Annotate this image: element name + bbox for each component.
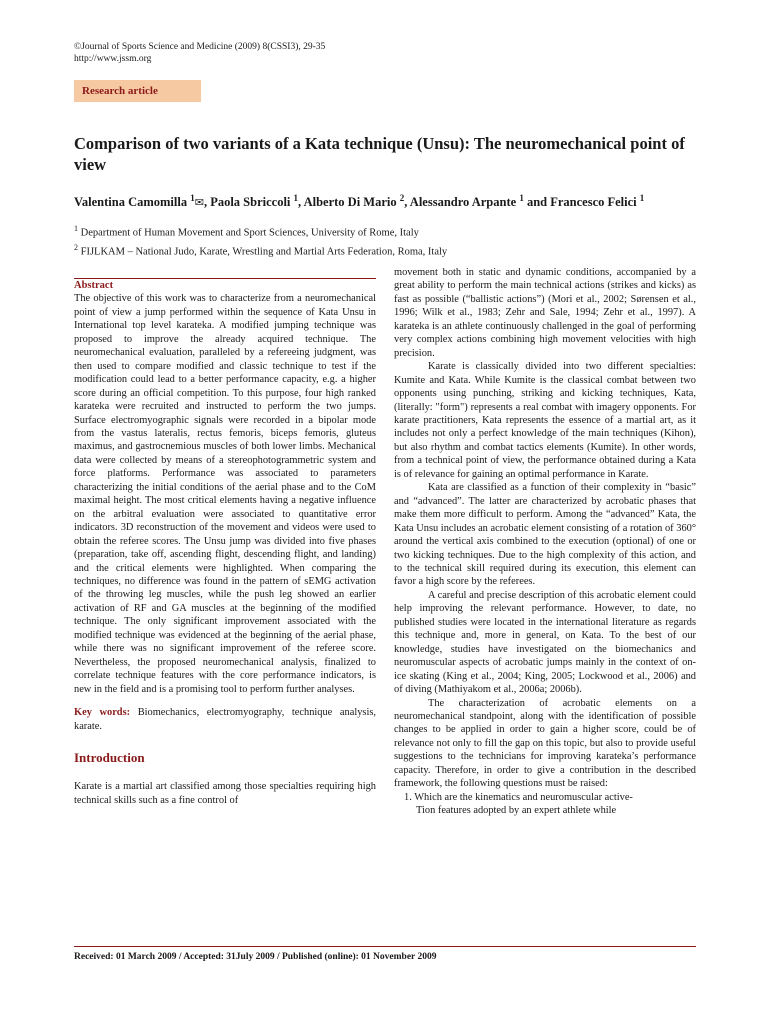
author-5: and Francesco Felici [523, 195, 640, 210]
affiliation-1-number: 1 [74, 224, 78, 233]
affiliations [74, 222, 699, 259]
author-1-affil: 1 [190, 193, 195, 203]
abstract-heading: Abstract [74, 280, 114, 291]
affiliation-1 [74, 222, 699, 241]
journal-citation [74, 41, 325, 65]
keywords-label: Key words: [74, 707, 131, 719]
question-1-line-2: Tion features adopted by an expert athlete while [416, 805, 617, 817]
right-column [394, 266, 696, 818]
keywords [74, 706, 376, 733]
envelope-icon[interactable]: ✉ [194, 197, 204, 210]
affiliation-2-number: 2 [74, 242, 78, 252]
body-paragraph-1: movement both in static and dynamic conditions, accompanied by a great ability to perform the main technical actions (strikes and kicks) as fast as possible (“ballistic actions”) (Mori et al., 2002; Sørensen et al., 1996; Wilk et al., 1983; Zehr and Sale, 1994; Zehr et al., 1997). A karateka is an athlete continuously challenged in the goal of performing very complex actions combining high movement velocities with high precision. [394, 267, 696, 359]
introduction-heading: Introduction [74, 749, 145, 765]
footer-divider [74, 946, 696, 947]
author-2: , Paola Sbriccoli [203, 195, 294, 210]
body-paragraph-2: Karate is classically divided into two different specialties: Kumite and Kata. While Kumite is the classical combat between two opponents using punching, striking and kicking techniques, Kata, (literally: "form") represents a real combat with imagery opponents. For karate practitioners, Kata represents the essence of a martial art, as it includes not only a perfect knowledge of the main techniques (Kihon), but also rhythm and combat tactics elements (Kumite). In other words, from a technical point of view, the performance obtained during a Kata is of relevance for gaining an optimal performance in Karate. [394, 361, 696, 480]
left-column [74, 279, 376, 807]
introduction-paragraph: Karate is a martial art classified among those specialties requiring high technical skills such as a fine control of [74, 781, 376, 806]
question-1-line-1: 1. Which are the kinematics and neuromuscular active- [404, 791, 633, 803]
body-paragraph-5: The characterization of acrobatic elements on a neuromechanical standpoint, along with the identification of possible changes to be applied in order to gain a higher score, could be of relevance not only to fill the gap on this topic, but also to provide useful suggestions to the technicians for improving karateka’s performance capacity. Therefore, in order to give a contribution in the described framework, the following questions must be raised: [394, 697, 696, 790]
author-4: , Alessandro Arpante [404, 195, 520, 210]
citation-text: ©Journal of Sports Science and Medicine (2009) 8(CSSI3), 29-35 [74, 42, 326, 52]
author-5-affil: 1 [639, 193, 645, 203]
affiliation-2 [74, 241, 699, 260]
author-2-affil: 1 [293, 193, 299, 203]
body-paragraph-3: Kata are classified as a function of their complexity in “basic” and “advanced”. The latter are characterized by acrobatic phases that make them more difficult to perform. Among the “advanced” Kata, the Kata Unsu includes an acrobatic element consisting of a rotation of 360° around the vertical axis combined to the execution (optional) of one or two kicking techniques. Due to the high complexity of this action, and to the technical skill required during its execution, this element can favor a high score by the referees. [394, 482, 696, 588]
publication-dates: Received: 01 March 2009 / Accepted: 31July 2009 / Published (online): 01 November 2009 [74, 952, 437, 962]
author-3: , Alberto Di Mario [298, 195, 400, 210]
body-paragraph-4: A careful and precise description of this acrobatic element could help improving the relevant performance. However, to date, no published studies were located in the international literature as regards this technique and, more in general, on Kata. To the best of our knowledge, studies have investigated on the biomechanics and neuromuscular aspects of acrobatic jumps mainly in the context of on-ice skating (King et al., 2004; King, 2005; Lockwood et al., 2006) and of diving (Mathiyakom et al., 2006a; 2006b). [394, 589, 696, 696]
journal-url[interactable]: http://www.jssm.org [74, 54, 152, 64]
author-3-affil: 2 [399, 193, 405, 203]
keywords-text: Biomechanics, electromyography, technique analysis, karate. [74, 707, 376, 732]
abstract-text: The objective of this work was to characterize from a neuromechanical point of view a jump performed within the sequence of Kata Unsu in International top level karateka. A modified jumping technique was proposed to improve the already acquired technique. The neuromechanical evaluation, paralleled by a refereeing judgment, was then used to compare modified and classic technique to test if the modification could lead to a better performance capacity, e.g. a higher score during an official competition. To this purpose, four high ranked karateka were recruited and instructed to perform the two jumps. Surface electromyographic signals were recorded in a bipolar mode from the vastus lateralis, rectus femoris, biceps femoris, gluteus maximus, and gastrocnemious muscles of both lower limbs. Mechanical data were collected by means of a stereophotogrammetric system and force platforms. Performance was associated to parameters characterizing the initial conditions of the aerial phase and to the CoM maximal height. The most critical elements having a negative influence on the arbitral evaluation were associated to quantitative error indicators. 3D reconstruction of the movement and videos were used to obtain the referee scores. The Unsu jump was divided into five phases (preparation, take off, ascending flight, descending flight, and landing) and the critical elements were highlighted. When comparing the techniques, no difference was found in the pattern of sEMG activation of the throwing leg muscles, while the push leg showed an earlier activation of RF and GA muscles at the beginning of the modified technique. The only significant improvement associated with the modified technique was evidenced at the beginning of the aerial phase, while there was no significant improvement of the referee score. Nevertheless, the proposed neuromechanical analysis, finalized to correlate technique features with the core performance indicators, is new in the field and is a promising tool to perform further analyses. [74, 293, 376, 695]
author-list [74, 190, 699, 211]
article-title: Comparison of two variants of a Kata technique (Unsu): The neuromechanical point of view [74, 134, 685, 174]
affiliation-1-text: Department of Human Movement and Sport Sciences, University of Rome, Italy [78, 227, 419, 239]
affiliation-2-text: FIJLKAM – National Judo, Karate, Wrestling and Martial Arts Federation, Roma, Italy [78, 246, 448, 257]
author-1: Valentina Camomilla [74, 195, 191, 210]
author-4-affil: 1 [519, 193, 524, 203]
article-type-badge: Research article [74, 80, 201, 102]
